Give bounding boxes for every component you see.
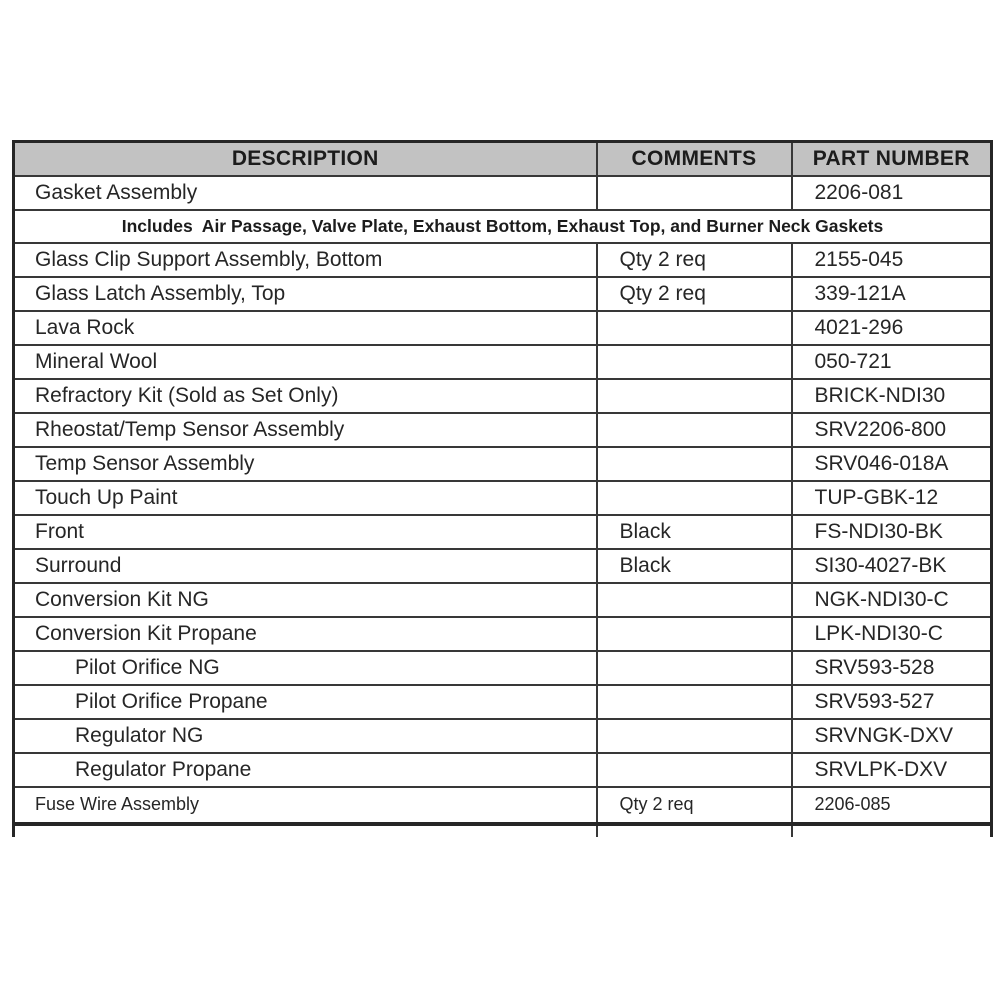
part-number-cell: FS-NDI30-BK: [792, 515, 992, 549]
table-header: [14, 142, 992, 176]
description-cell: Regulator Propane: [14, 753, 597, 787]
part-number-cell: SI30-4027-BK: [792, 549, 992, 583]
comments-cell: Qty 2 req: [597, 277, 792, 311]
part-number-cell: 2155-045: [792, 243, 992, 277]
part-number-cell: 2206-081: [792, 176, 992, 210]
part-number-cell: 4021-296: [792, 311, 992, 345]
table-row: [14, 277, 992, 311]
parts-table-body: [14, 176, 992, 837]
note-text: Includes Air Passage, Valve Plate, Exhaust Bottom, Exhaust Top, and Burner Neck Gaskets: [14, 210, 992, 243]
description-cell: Mineral Wool: [14, 345, 597, 379]
part-number-cell: SRV2206-800: [792, 413, 992, 447]
part-number-cell: SRV046-018A: [792, 447, 992, 481]
part-number-cell: 050-721: [792, 345, 992, 379]
description-cell: Glass Latch Assembly, Top: [14, 277, 597, 311]
table-row: [14, 413, 992, 447]
table-row: [14, 515, 992, 549]
cutoff-cell: [597, 824, 792, 837]
comments-cell: [597, 583, 792, 617]
part-number-cell: NGK-NDI30-C: [792, 583, 992, 617]
description-cell: Temp Sensor Assembly: [14, 447, 597, 481]
table-row: [14, 176, 992, 210]
document-page: [12, 140, 990, 837]
table-row: [14, 345, 992, 379]
comments-cell: Black: [597, 515, 792, 549]
col-header-comments: COMMENTS: [597, 142, 792, 176]
comments-cell: [597, 413, 792, 447]
description-cell: Surround: [14, 549, 597, 583]
part-number-cell: TUP-GBK-12: [792, 481, 992, 515]
table-row: [14, 651, 992, 685]
description-cell: Regulator NG: [14, 719, 597, 753]
description-cell: Rheostat/Temp Sensor Assembly: [14, 413, 597, 447]
description-cell: Conversion Kit Propane: [14, 617, 597, 651]
part-number-cell: 2206-085: [792, 787, 992, 824]
table-row: [14, 719, 992, 753]
comments-cell: [597, 481, 792, 515]
description-cell: Glass Clip Support Assembly, Bottom: [14, 243, 597, 277]
comments-cell: [597, 753, 792, 787]
part-number-cell: SRV593-527: [792, 685, 992, 719]
table-row: [14, 583, 992, 617]
comments-cell: [597, 685, 792, 719]
part-number-cell: SRV593-528: [792, 651, 992, 685]
description-cell: Touch Up Paint: [14, 481, 597, 515]
table-row: [14, 787, 992, 824]
comments-cell: [597, 719, 792, 753]
cutoff-cell: [792, 824, 992, 837]
cutoff-row: [14, 824, 992, 837]
table-row: [14, 447, 992, 481]
comments-cell: [597, 311, 792, 345]
description-cell: Refractory Kit (Sold as Set Only): [14, 379, 597, 413]
comments-cell: Black: [597, 549, 792, 583]
part-number-cell: LPK-NDI30-C: [792, 617, 992, 651]
part-number-cell: 339-121A: [792, 277, 992, 311]
description-cell: Lava Rock: [14, 311, 597, 345]
comments-cell: [597, 176, 792, 210]
col-header-description: DESCRIPTION: [14, 142, 597, 176]
table-row: [14, 481, 992, 515]
table-row: [14, 379, 992, 413]
parts-table: [12, 140, 993, 837]
table-row: [14, 243, 992, 277]
cutoff-cell: [14, 824, 597, 837]
description-cell: Fuse Wire Assembly: [14, 787, 597, 824]
table-row: [14, 753, 992, 787]
comments-cell: [597, 617, 792, 651]
comments-cell: Qty 2 req: [597, 787, 792, 824]
part-number-cell: SRVNGK-DXV: [792, 719, 992, 753]
description-cell: Pilot Orifice Propane: [14, 685, 597, 719]
comments-cell: [597, 447, 792, 481]
part-number-cell: BRICK-NDI30: [792, 379, 992, 413]
description-cell: Gasket Assembly: [14, 176, 597, 210]
part-number-cell: SRVLPK-DXV: [792, 753, 992, 787]
table-row: [14, 617, 992, 651]
header-row: [14, 142, 992, 176]
comments-cell: [597, 651, 792, 685]
description-cell: Conversion Kit NG: [14, 583, 597, 617]
table-row: [14, 549, 992, 583]
table-row: [14, 311, 992, 345]
col-header-part-number: PART NUMBER: [792, 142, 992, 176]
comments-cell: [597, 345, 792, 379]
description-cell: Pilot Orifice NG: [14, 651, 597, 685]
note-row: [14, 210, 992, 243]
comments-cell: Qty 2 req: [597, 243, 792, 277]
comments-cell: [597, 379, 792, 413]
table-row: [14, 685, 992, 719]
description-cell: Front: [14, 515, 597, 549]
